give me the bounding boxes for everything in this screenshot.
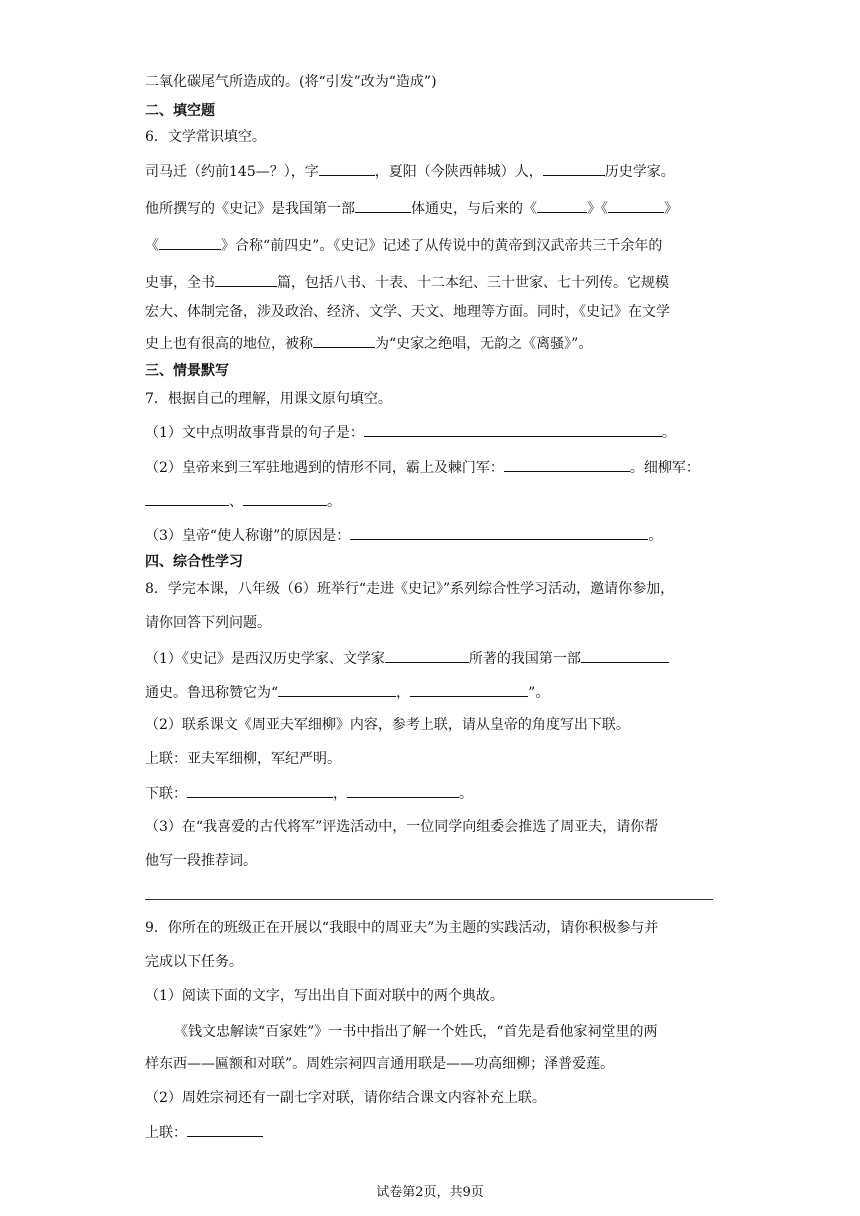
answer-blank[interactable] — [187, 783, 333, 798]
text: 体通史，与后来的《 — [411, 201, 537, 217]
section-heading: 二、填空题 — [145, 103, 215, 119]
text: 》 — [664, 201, 678, 217]
text: 下联： — [145, 786, 187, 802]
section-heading: 四、综合性学习 — [145, 554, 243, 570]
text: 史事，全书 — [145, 275, 215, 291]
text: 。细柳军： — [629, 460, 700, 476]
text-line — [145, 525, 662, 546]
answer-blank[interactable] — [319, 161, 375, 176]
text: ， — [396, 685, 411, 701]
text: 篇，包括八书、十表、十二本纪、三十世家、七十列传。它规模 — [277, 275, 669, 291]
text: 。 — [648, 528, 663, 544]
text: 所著的我国第一部 — [468, 651, 581, 667]
page-footer: 试卷第2页，共9页 — [376, 1185, 484, 1200]
text: ，夏阳（今陕西韩城）人， — [374, 164, 543, 180]
answer-line[interactable] — [145, 899, 713, 900]
answer-blank[interactable] — [410, 682, 528, 697]
answer-blank[interactable] — [145, 491, 229, 506]
quote-line: 《钱文忠解读“百家姓”》一书中指出了解一个姓氏，“首先是看他家祠堂里的两 — [174, 1024, 658, 1040]
text: 》《 — [587, 201, 608, 217]
answer-blank[interactable] — [608, 198, 664, 213]
text-line — [145, 648, 669, 669]
text-line — [145, 422, 676, 443]
answer-blank[interactable] — [159, 235, 221, 250]
text-line: 8．学完本课，八年级（6）班举行“走进《史记》”系列综合性学习活动，邀请你参加， — [145, 581, 675, 597]
answer-blank[interactable] — [313, 333, 375, 348]
text: ， — [333, 786, 347, 802]
text: （1）文中点明故事背景的句子是： — [145, 425, 364, 441]
answer-blank[interactable] — [364, 422, 662, 437]
text: 他所撰写的《史记》是我国第一部 — [145, 201, 355, 217]
answer-blank[interactable] — [243, 491, 327, 506]
text: ”。 — [528, 685, 550, 701]
text: （1）《史记》是西汉历史学家、文学家 — [145, 651, 385, 667]
text-line: 二氧化碳尾气所造成的。(将“引发”改为“造成”) — [145, 74, 437, 90]
answer-blank[interactable] — [278, 682, 396, 697]
text-line: 上联：亚夫军细柳，军纪严明。 — [145, 751, 341, 767]
question-7: 7．根据自己的理解，用课文原句填空。 — [145, 391, 392, 407]
answer-blank[interactable] — [187, 1122, 263, 1137]
text-line: （2）周姓宗祠还有一副七字对联，请你结合课文内容补充上联。 — [145, 1090, 546, 1106]
text: 、 — [229, 494, 243, 510]
text: 。 — [661, 425, 676, 441]
text: 司马迁（约前145—？），字 — [145, 164, 319, 180]
question-6: 6．文学常识填空。 — [145, 129, 266, 145]
section-heading: 三、情景默写 — [145, 363, 229, 379]
answer-blank[interactable] — [385, 648, 469, 663]
text: （3）皇帝“使人称谢”的原因是： — [145, 528, 351, 544]
answer-blank[interactable] — [504, 457, 630, 472]
text-line — [145, 457, 700, 478]
text: 。 — [459, 786, 473, 802]
text-line — [145, 1122, 263, 1143]
text-line — [145, 272, 669, 293]
text: 史上也有很高的地位，被称 — [145, 336, 313, 352]
answer-blank[interactable] — [355, 198, 411, 213]
text: 《 — [145, 238, 159, 254]
text: 为“史家之绝唱，无韵之《离骚》”。 — [375, 336, 593, 352]
text-line: 完成以下任务。 — [145, 954, 243, 970]
answer-blank[interactable] — [215, 272, 277, 287]
text-line — [145, 198, 678, 219]
text: （2）皇帝来到三军驻地遇到的情形不同，霸上及棘门军： — [145, 460, 504, 476]
text-line — [145, 235, 662, 256]
quote-line: 样东西——匾额和对联”。周姓宗祠四言通用联是——功高细柳；泽普爱莲。 — [145, 1056, 615, 1072]
text-line: （1）阅读下面的文字，写出出自下面对联中的两个典故。 — [145, 988, 504, 1004]
text-line — [145, 783, 473, 804]
text: 历史学家。 — [604, 164, 675, 180]
answer-blank[interactable] — [537, 198, 587, 213]
text-line: 宏大、体制完备，涉及政治、经济、文学、天文、地理等方面。同时，《史记》在文学 — [145, 304, 670, 320]
text-line: 他写一段推荐词。 — [145, 853, 257, 869]
answer-blank[interactable] — [347, 783, 459, 798]
text-line — [145, 491, 341, 512]
answer-blank[interactable] — [581, 648, 669, 663]
text-line: 9．你所在的班级正在开展以“我眼中的周亚夫”为主题的实践活动，请你积极参与并 — [145, 920, 659, 936]
text: 。 — [327, 494, 341, 510]
text: 上联： — [145, 1125, 187, 1141]
answer-blank[interactable] — [350, 525, 648, 540]
text-line — [145, 682, 549, 703]
text-line — [145, 161, 675, 182]
text: 》合称“前四史”。《史记》记述了从传说中的黄帝到汉武帝共三千余年的 — [221, 238, 663, 254]
text: 通史。鲁迅称赞它为“ — [145, 685, 279, 701]
text-line — [145, 333, 592, 354]
text-line: 请你回答下列问题。 — [145, 615, 271, 631]
text-line: （3）在“我喜爱的古代将军”评选活动中，一位同学向组委会推选了周亚夫，请你帮 — [145, 819, 659, 835]
text-line: （2）联系课文《周亚夫军细柳》内容，参考上联，请从皇帝的角度写出下联。 — [145, 717, 630, 733]
answer-blank[interactable] — [543, 161, 605, 176]
